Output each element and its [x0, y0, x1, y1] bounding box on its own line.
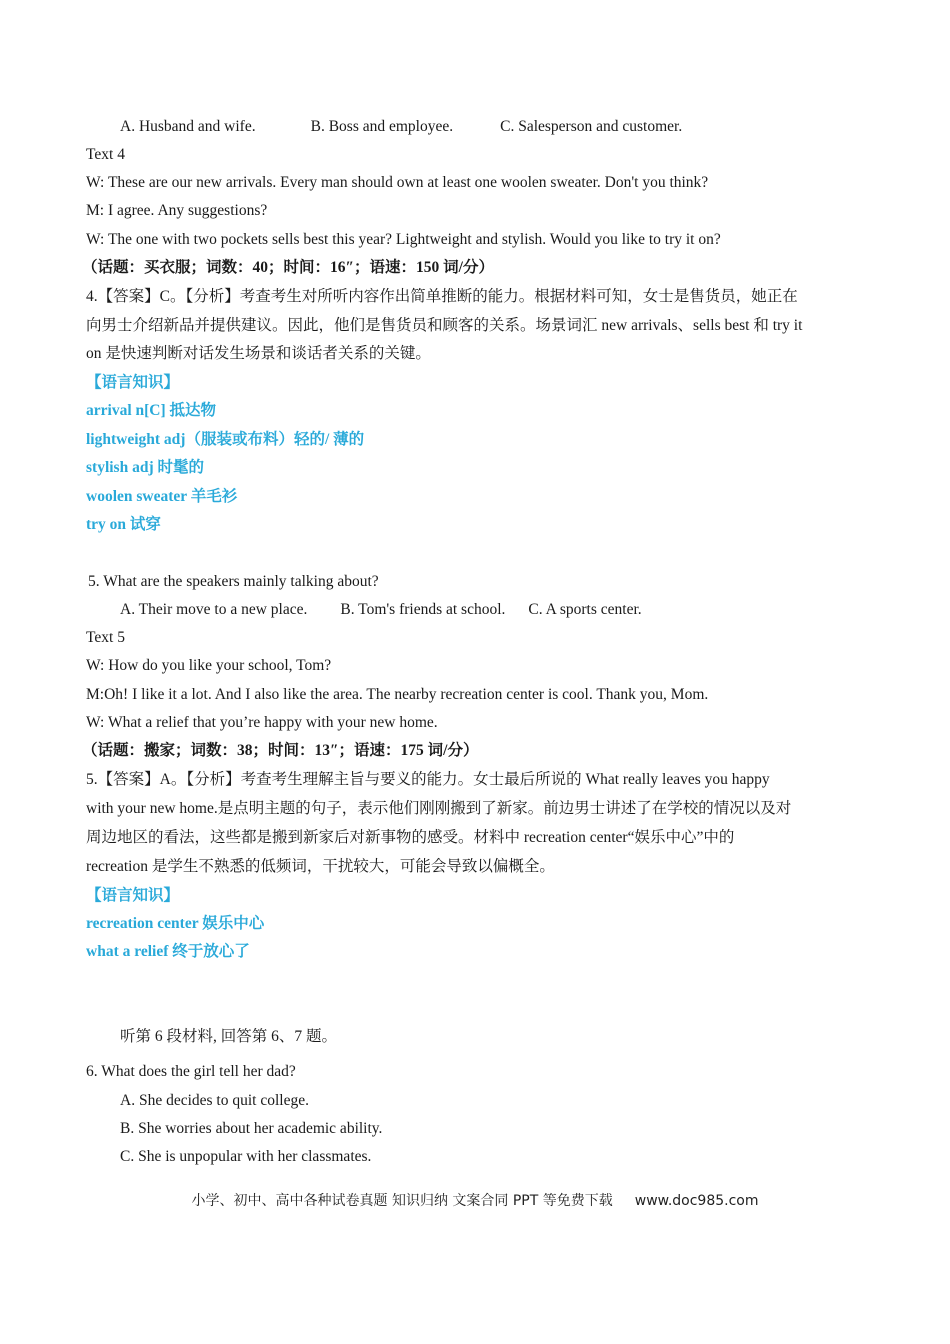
q6-option-b: B. She worries about her academic ability. [120, 1120, 383, 1137]
lang5-item-2: what a relief 终于放心了 [86, 943, 250, 960]
lang4-item-4: woolen sweater 羊毛衫 [86, 488, 238, 505]
answer5-line-1: 5.【答案】A。【分析】考查考生理解主旨与要义的能力。女士最后所说的 What really leaves you happy [86, 771, 770, 788]
section6-instruction: 听第 6 段材料, 回答第 6、7 题。 [120, 1028, 338, 1045]
q6-option-a: A. She decides to quit college. [120, 1092, 309, 1109]
q5-option-b: B. Tom's friends at school. [340, 601, 506, 618]
lang4-header: 【语言知识】 [86, 374, 180, 391]
page-footer [0, 1190, 950, 1210]
q5-option-a: A. Their move to a new place. [120, 601, 308, 618]
q6-question: 6. What does the girl tell her dad? [86, 1063, 296, 1080]
answer4-line-1: 4.【答案】C。【分析】考查考生对所听内容作出简单推断的能力。根据材料可知，女士是售货员，她正在 [86, 288, 798, 305]
answer4-line-2: 向男士介绍新品并提供建议。因此，他们是售货员和顾客的关系。场景词汇 new arrivals、sells best 和 try it [86, 317, 803, 334]
lang4-item-1: arrival n[C] 抵达物 [86, 402, 217, 419]
text4-line-1: W: These are our new arrivals. Every man should own at least one woolen sweater. Don't you think? [86, 174, 709, 191]
text4-line-3: W: The one with two pockets sells best this year? Lightweight and stylish. Would you like to try it on? [86, 231, 721, 248]
q3-options [120, 117, 682, 137]
q5-option-c: C. A sports center. [528, 601, 642, 618]
lang4-item-3: stylish adj 时髦的 [86, 459, 204, 476]
text4-title: Text 4 [86, 146, 125, 163]
lang5-item-1: recreation center 娱乐中心 [86, 915, 265, 932]
text5-title: Text 5 [86, 629, 125, 646]
q3-option-a: A. Husband and wife. [120, 118, 256, 135]
answer5-line-2: with your new home.是点明主题的句子，表示他们刚刚搬到了新家。前边男士讲述了在学校的情况以及对 [86, 800, 792, 817]
answer5-line-3: 周边地区的看法，这些都是搬到新家后对新事物的感受。材料中 recreation center“娱乐中心”中的 [86, 829, 735, 846]
footer-text: 小学、初中、高中各种试卷真题 知识归纳 文案合同 PPT 等免费下载 [191, 1193, 613, 1209]
q3-option-c: C. Salesperson and customer. [500, 118, 683, 135]
q5-options [120, 600, 642, 620]
q6-option-c: C. She is unpopular with her classmates. [120, 1148, 372, 1165]
q5-question: 5. What are the speakers mainly talking about? [88, 573, 379, 590]
text4-meta: （话题：买衣服；词数：40；时间：16″；语速：150 词/分） [82, 259, 494, 276]
text5-line-3: W: What a relief that you’re happy with your new home. [86, 714, 438, 731]
text5-line-1: W: How do you like your school, Tom? [86, 657, 332, 674]
q3-option-b: B. Boss and employee. [310, 118, 454, 135]
lang4-item-2: lightweight adj（服装或布料）轻的/ 薄的 [86, 431, 365, 448]
text5-line-2: M:Oh! I like it a lot. And I also like the area. The nearby recreation center is cool. Thank you, Mom. [86, 686, 709, 703]
lang4-item-5: try on 试穿 [86, 516, 161, 533]
footer-url: www.doc985.com [634, 1193, 759, 1209]
text5-meta: （话题：搬家；词数：38；时间：13″；语速：175 词/分） [82, 742, 479, 759]
lang5-header: 【语言知识】 [86, 887, 180, 904]
text4-line-2: M: I agree. Any suggestions? [86, 202, 268, 219]
answer4-line-3: on 是快速判断对话发生场景和谈话者关系的关键。 [86, 345, 431, 362]
answer5-line-4: recreation 是学生不熟悉的低频词，干扰较大，可能会导致以偏概全。 [86, 858, 555, 875]
